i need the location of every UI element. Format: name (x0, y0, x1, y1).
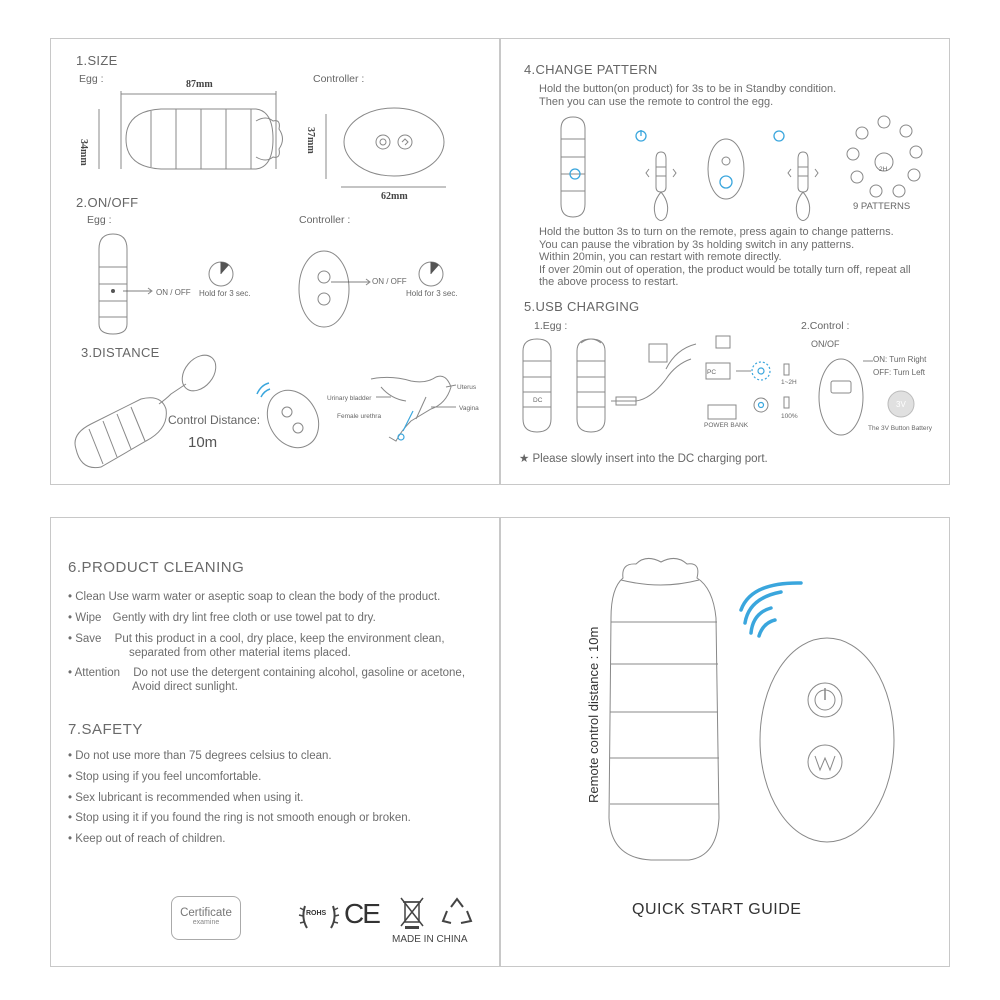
bullet-dot: • (68, 633, 73, 645)
made-in-china: MADE IN CHINA (392, 934, 468, 945)
size-egg-label: Egg : (79, 73, 104, 85)
pattern-note-2: You can pause the vibration by 3s holding switch in any patterns. (539, 238, 855, 251)
size-controller-label: Controller : (313, 73, 365, 85)
bullet-dot: • (68, 750, 76, 762)
pattern-note-3: Within 20min, you can restart with remote directly. (539, 251, 782, 263)
wireless-signal-icon (741, 578, 811, 638)
distance-illustration (51, 39, 500, 485)
onoff-egg-label: Egg : (87, 214, 112, 226)
onoff-controller-label: Controller : (299, 214, 351, 226)
control-distance-label: Control Distance: (168, 413, 261, 427)
panel-size-onoff-distance (50, 38, 500, 485)
certificate-sub: examine (192, 919, 220, 926)
certificate-badge (171, 896, 241, 940)
safety-text: Keep out of reach of children. (75, 833, 226, 845)
charge-time-label: 1~2H (781, 379, 797, 386)
urethra-label: Female urethra (337, 413, 382, 420)
bullet-dot: • (68, 792, 76, 804)
bullet-dot: • (68, 833, 76, 845)
weee-bin-icon (399, 896, 425, 930)
vagina-label: Vagina (459, 405, 479, 412)
battery-3v-text: 3V (896, 400, 906, 409)
safety-heading: 7.SAFETY (68, 721, 143, 738)
remote-distance-text: Remote control distance : 10m (586, 626, 601, 803)
egg-height-dim: 34mm (78, 139, 89, 166)
uterus-label: Uterus (457, 384, 477, 391)
pattern-note-4: If over 20min out of operation, the product would be totally turn off, repeat all (539, 263, 911, 276)
cleaning-text: Do not use the detergent containing alcohol, gasoline or acetone, (133, 667, 466, 679)
usb-onof-label: ON/OF (811, 339, 840, 349)
safety-item (68, 770, 261, 784)
ctrl-width-dim: 62mm (381, 191, 408, 202)
cleaning-text: Use warm water or aseptic soap to clean the body of the product. (108, 591, 441, 603)
change-pattern-line1: Hold the button(on product) for 3s to be in Standby condition. (539, 83, 837, 95)
cleaning-heading: 6.PRODUCT CLEANING (68, 559, 245, 576)
onoff-ctrl-hold-label: Hold for 3 sec. (406, 289, 458, 298)
cleaning-term: Wipe (75, 612, 102, 624)
usb-off-note: OFF: Turn Left (873, 368, 926, 377)
usb-charging-heading: 5.USB CHARGING (524, 299, 640, 314)
safety-text: Stop using if you feel uncomfortable. (75, 771, 262, 783)
onoff-heading: 2.ON/OFF (76, 195, 139, 210)
size-heading: 1.SIZE (76, 53, 118, 68)
cleaning-term: Attention (74, 667, 120, 679)
safety-item (68, 832, 225, 846)
bullet-dot: • (68, 771, 76, 783)
safety-item (68, 749, 332, 763)
usb-egg-label: 1.Egg : (534, 320, 568, 332)
pc-label: PC (707, 369, 717, 376)
cleaning-text: Gently with dry lint free cloth or use towel pat to dry. (112, 612, 376, 624)
safety-text: Sex lubricant is recommended when using it. (75, 792, 304, 804)
distance-heading: 3.DISTANCE (81, 345, 160, 360)
cleaning-text: Put this product in a cool, dry place, keep the environment clean, (114, 633, 445, 645)
bullet-dot: • (68, 667, 73, 679)
dc-label: DC (533, 397, 543, 404)
cleaning-item-attention (68, 666, 465, 680)
cleaning-item-wipe (68, 611, 376, 625)
cleaning-item-clean (68, 590, 440, 604)
control-distance-value: 10m (188, 434, 218, 451)
cleaning-term: Save (75, 633, 102, 645)
egg-width-dim: 87mm (186, 79, 213, 90)
safety-text: Stop using it if you found the ring is not smooth enough or broken. (75, 812, 411, 824)
bullet-dot: • (68, 812, 76, 824)
bullet-dot: • (68, 612, 73, 624)
patterns-label: 9 PATTERNS (853, 201, 911, 212)
quick-start-guide-title: QUICK START GUIDE (632, 901, 802, 918)
panel-pattern-charging (500, 38, 950, 485)
bladder-label: Urinary bladder (327, 395, 372, 402)
panel-quick-start-cover (500, 517, 950, 967)
cleaning-term: Clean (75, 591, 106, 603)
change-pattern-line2: Then you can use the remote to control the egg. (539, 96, 774, 108)
cleaning-item-attention-cont: Avoid direct sunlight. (132, 681, 238, 693)
onoff-ctrl-arrow-label: ON / OFF (372, 277, 407, 286)
battery-label: The 3V Button Battery (868, 425, 932, 432)
onoff-egg-arrow-label: ON / OFF (156, 288, 191, 297)
recycle-icon (441, 897, 473, 927)
usb-control-label: 2.Control : (801, 320, 850, 332)
remote-product-illustration (501, 518, 950, 967)
rohs-label: ROHS (306, 910, 327, 917)
certificate-title: Certificate (180, 907, 232, 919)
pattern-note-1: Hold the button 3s to turn on the remote, press again to change patterns. (539, 226, 894, 238)
bullet-dot: • (68, 591, 73, 603)
power-bank-label: POWER BANK (704, 422, 749, 429)
cleaning-item-save (68, 632, 445, 646)
pattern-note-5: the above process to restart. (539, 276, 679, 288)
panel-cleaning-safety (50, 517, 500, 967)
cleaning-item-save-cont: separated from other material items placed. (129, 647, 351, 659)
onoff-egg-hold-label: Hold for 3 sec. (199, 289, 251, 298)
safety-item (68, 791, 303, 805)
change-pattern-heading: 4.CHANGE PATTERN (524, 62, 658, 77)
ctrl-height-dim: 37mm (305, 127, 316, 154)
safety-item (68, 811, 411, 825)
usb-on-note: ON: Turn Right (873, 355, 927, 364)
charge-percent-label: 100% (781, 413, 798, 420)
patterns-center-label: 2H (879, 166, 888, 173)
safety-text: Do not use more than 75 degrees celsius to clean. (75, 750, 332, 762)
ce-mark: CE (344, 898, 379, 929)
usb-charging-illustration (501, 39, 950, 485)
usb-warning: ★ Please slowly insert into the DC charging port. (519, 453, 768, 465)
